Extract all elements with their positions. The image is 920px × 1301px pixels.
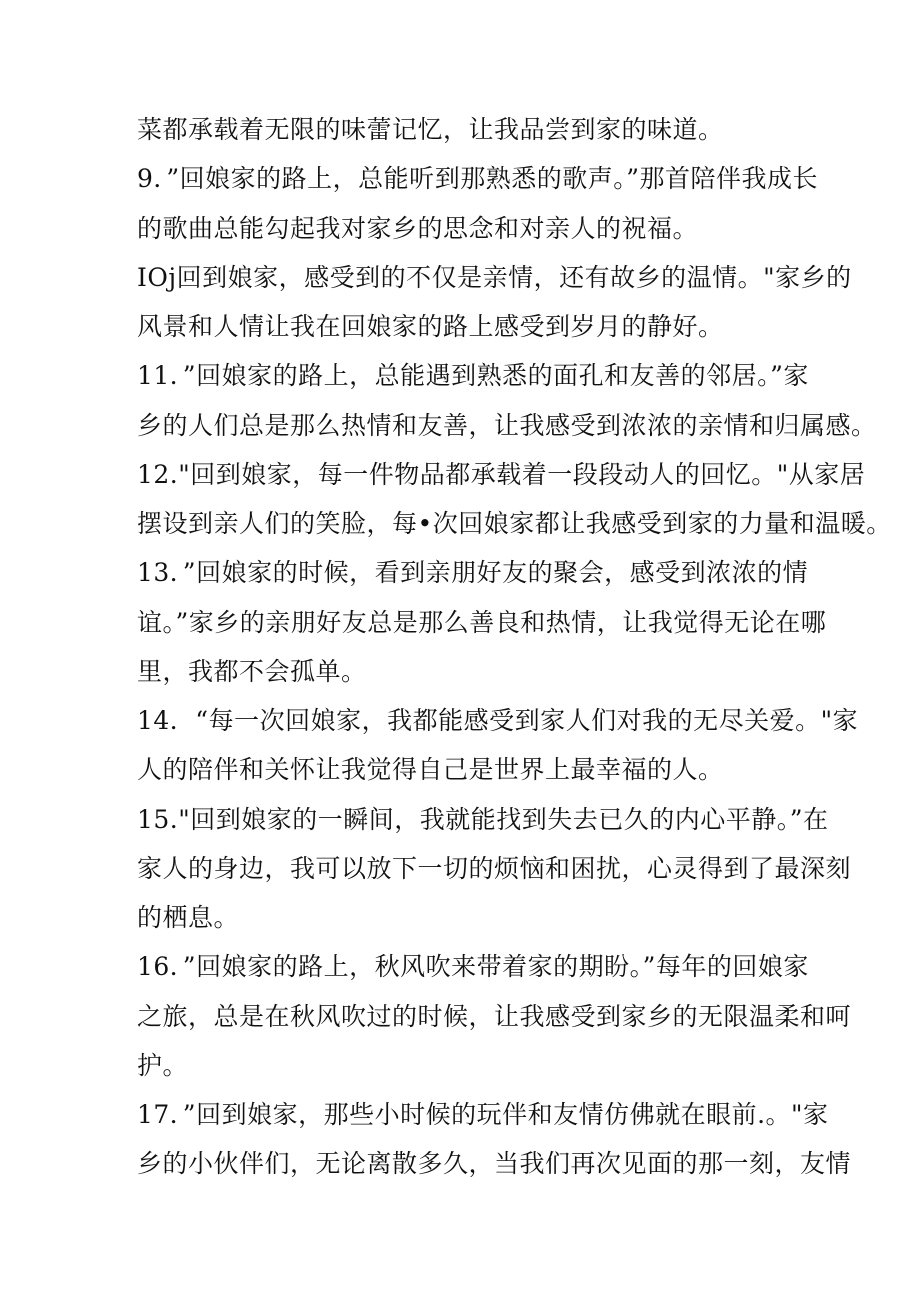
text-line: 摆设到亲人们的笑脸，每•次回娘家都让我感受到家的力量和温暖。: [137, 509, 892, 538]
text-line: 12."回到娘家，每一件物品都承载着一段段动人的回忆。"从家居: [137, 460, 866, 489]
text-line: 的歌曲总能勾起我对家乡的思念和对亲人的祝福。: [137, 214, 699, 243]
text-line: 菜都承载着无限的味蕾记忆，让我品尝到家的味道。: [137, 115, 724, 144]
text-line: 家人的身边，我可以放下一切的烦恼和困扰，心灵得到了最深刻: [137, 854, 852, 883]
text-line: IOj回到娘家，感受到的不仅是亲情，还有故乡的温情。"家乡的: [137, 263, 852, 292]
text-line: 里，我都不会孤单。: [137, 657, 367, 686]
text-line: 11．”回娘家的路上，总能遇到熟悉的面孔和友善的邻居。”家: [137, 361, 809, 390]
text-line: 乡的人们总是那么热情和友善，让我感受到浓浓的亲情和归属感。: [137, 411, 877, 440]
text-line: 14．“每一次回娘家，我都能感受到家人们对我的无尽关爱。"家: [137, 706, 859, 735]
text-line: 之旅，总是在秋风吹过的时候，让我感受到家乡的无限温柔和呵: [137, 1002, 852, 1031]
text-line: 16．”回娘家的路上，秋风吹来带着家的期盼。”每年的回娘家: [137, 952, 809, 981]
text-line: 17．”回到娘家，那些小时候的玩伴和友情仿佛就在眼前.。"家: [137, 1100, 829, 1129]
text-line: 风景和人情让我在回娘家的路上感受到岁月的静好。: [137, 312, 724, 341]
text-line: 15."回到娘家的一瞬间，我就能找到失去已久的内心平静。”在: [137, 805, 829, 834]
text-line: 谊。”家乡的亲朋好友总是那么善良和热情，让我觉得无论在哪: [137, 608, 827, 637]
text-line: 乡的小伙伴们，无论离散多久，当我们再次见面的那一刻，友情: [137, 1149, 852, 1178]
text-line: 护。: [137, 1051, 189, 1080]
text-line: 9．”回娘家的路上，总能听到那熟悉的歌声。”那首陪伴我成长: [137, 164, 818, 193]
text-line: 人的陪伴和关怀让我觉得自己是世界上最幸福的人。: [137, 755, 724, 784]
text-line: 的栖息。: [137, 903, 240, 932]
text-line: 13．”回娘家的时候，看到亲朋好友的聚会，感受到浓浓的情: [137, 558, 809, 587]
